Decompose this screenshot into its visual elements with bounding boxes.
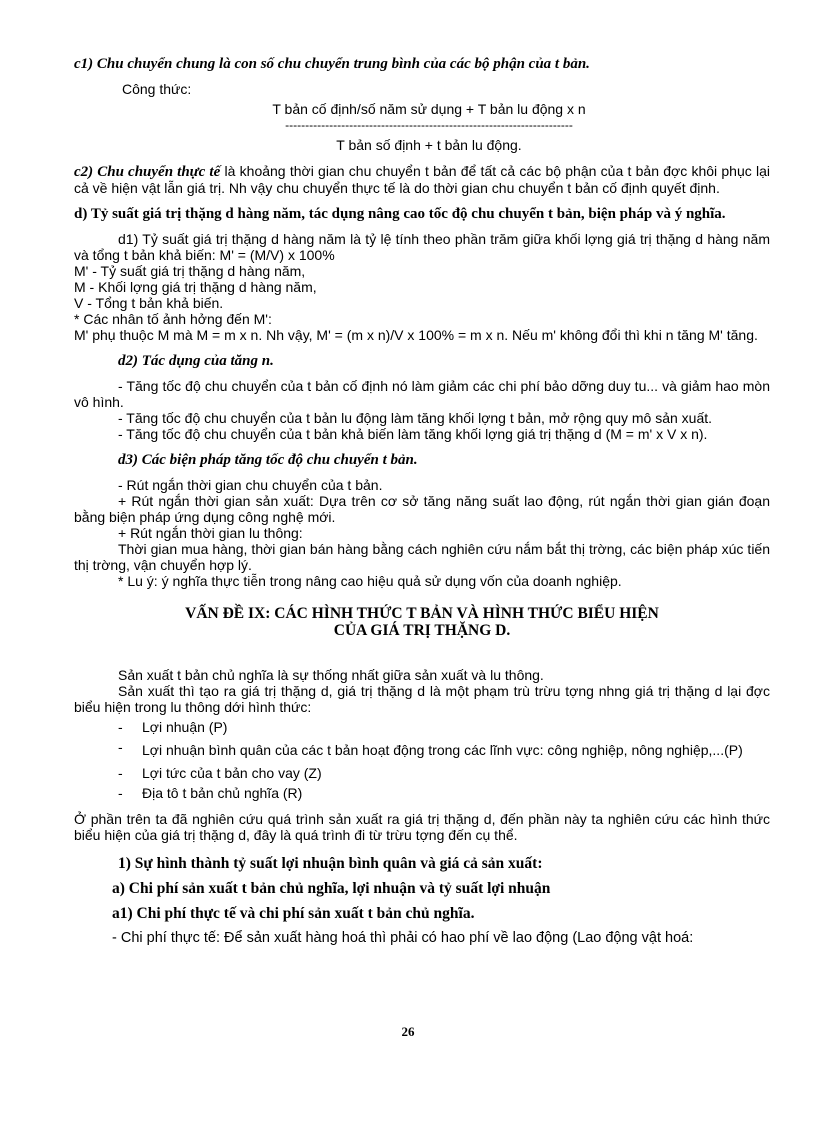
chapter-title-line1: VẤN ĐỀ IX: CÁC HÌNH THỨC T BẢN VÀ HÌNH THỨC BIỂU HIỆN — [185, 605, 659, 622]
section-c2-text: là khoảng thời gian chu chuyển t bản để tất cả các bộ phận của t bản đợc khôi phục lại cả về hiện vật lẫn giá trị. Nh vậy chu chuyển thực tế là do thời gian chu chuyển t bản cố định quyết định. — [74, 163, 770, 196]
section-c2-term: c2) Chu chuyển thực tế — [74, 164, 221, 180]
list-item-text: Địa tô t bản chủ nghĩa (R) — [142, 785, 303, 801]
list-item — [118, 719, 768, 735]
last-line: - Chi phí thực tế: Để sản xuất hàng hoá thì phải có hao phí về lao động (Lao động vật hoá: — [112, 930, 694, 946]
list-dash: - — [118, 739, 123, 755]
d3-item: + Rút ngắn thời gian sản xuất: Dựa trên cơ sở tăng năng suất lao động, rút ngắn thời gian gián đoạn bằng biện pháp ứng dụng công nghệ mới. — [74, 493, 770, 525]
list-item-text: Lợi nhuận bình quân của các t bản hoạt động trong các lĩnh vực: công nghiệp, nông nghiệp,...(P) — [142, 742, 743, 758]
d3-item: - Rút ngắn thời gian chu chuyển của t bản. — [118, 477, 383, 493]
d1-symbol-v: V - Tổng t bản khả biến. — [74, 295, 224, 311]
list-dash: - — [118, 719, 123, 735]
d1-factors-heading: * Các nhân tố ảnh hởng đến M': — [74, 311, 272, 327]
transition-paragraph: Ở phần trên ta đã nghiên cứu quá trình sản xuất ra giá trị thặng d, đến phần này ta nghiên cứu các hình thức biểu hiện của giá trị thặng d, đây là quá trình đi từ trừu tợng đến cụ thể. — [74, 811, 770, 843]
d2-item: - Tăng tốc độ chu chuyển của t bản cố định nó làm giảm các chi phí bảo dỡng duy tu... và giảm hao mòn vô hình. — [74, 378, 770, 410]
intro-line1: Sản xuất t bản chủ nghĩa là sự thống nhất giữa sản xuất và lu thông. — [118, 667, 544, 683]
section-d2-heading: d2) Tác dụng của tăng n. — [118, 353, 274, 369]
chapter-title-line2: CỦA GIÁ TRỊ THẶNG D. — [333, 622, 511, 639]
formula-label: Công thức: — [122, 81, 192, 97]
list-item — [118, 765, 768, 781]
list-item-text: Lợi nhuận (P) — [142, 719, 228, 735]
list-item — [118, 739, 768, 761]
section-d1-block — [74, 231, 770, 343]
section-c1-heading: c1) Chu chuyển chung là con số chu chuyển trung bình của các bộ phận của t bản. — [74, 56, 590, 72]
intro-block — [74, 667, 770, 715]
d2-item: - Tăng tốc độ chu chuyển của t bản lu động làm tăng khối lợng t bản, mở rộng quy mô sản xuất. — [118, 410, 713, 426]
formula-numerator: T bản cố định/số năm sử dụng + T bản lu động x n — [272, 101, 586, 117]
d3-item: Thời gian mua hàng, thời gian bán hàng bằng cách nghiên cứu nắm bắt thị trờng, các biện pháp xúc tiến thị trờng, vận chuyển hợp lý. — [74, 541, 770, 573]
list-dash: - — [118, 765, 123, 781]
list-item — [118, 785, 768, 801]
d1-factors-text: M' phụ thuộc M mà M = m x n. Nh vậy, M' = (m x n)/V x 100% = m x n. Nếu m' không đổi thì khi n tăng M' tăng. — [74, 327, 758, 343]
d3-note: * Lu ý: ý nghĩa thực tiễn trong nâng cao hiệu quả sử dụng vốn của doanh nghiệp. — [118, 573, 622, 589]
d1-symbol-m: M - Khối lợng giá trị thặng d hàng năm, — [74, 279, 317, 295]
form-list — [118, 719, 768, 801]
section-1-heading: 1) Sự hình thành tỷ suất lợi nhuận bình quân và giá cả sản xuất: — [118, 855, 543, 872]
d3-item: + Rút ngắn thời gian lu thông: — [118, 525, 303, 541]
section-d3-heading: d3) Các biện pháp tăng tốc độ chu chuyển t bản. — [118, 452, 418, 468]
section-d3-list — [74, 477, 770, 589]
d2-item: - Tăng tốc độ chu chuyển của t bản khả biến làm tăng khối lợng giá trị thặng d (M = m' x V x n). — [118, 426, 708, 442]
document-page — [74, 56, 770, 946]
section-a1-heading: a1) Chi phí thực tế và chi phí sản xuất t bản chủ nghĩa. — [112, 905, 475, 922]
page-number: 26 — [401, 1024, 415, 1039]
formula-divider: ------------------------------------------------------------------------ — [285, 119, 573, 131]
formula-denominator: T bản số định + t bản lu động. — [336, 137, 522, 153]
list-dash: - — [118, 785, 123, 801]
d1-definition: d1) Tỷ suất giá trị thặng d hàng năm là tỷ lệ tính theo phần trăm giữa khối lợng giá trị thặng d hàng năm và tổng t bản khả biến: M' = (M/V) x 100% — [74, 231, 770, 263]
intro-line2: Sản xuất thì tạo ra giá trị thặng d, giá trị thặng d là một phạm trù trừu tợng nhng giá trị thặng d lại đợc biểu hiện trong lu thông dới hình thức: — [74, 683, 770, 715]
section-c2-paragraph — [74, 163, 770, 196]
section-a-heading: a) Chi phí sản xuất t bản chủ nghĩa, lợi nhuận và tỷ suất lợi nhuận — [112, 880, 551, 897]
section-d2-list — [74, 378, 770, 442]
list-item-text: Lợi tức của t bản cho vay (Z) — [142, 765, 322, 781]
section-d-heading: d) Tỷ suất giá trị thặng d hàng năm, tác dụng nâng cao tốc độ chu chuyển t bản, biện pháp và ý nghĩa. — [74, 206, 726, 222]
d1-symbol-m-prime: M' - Tỷ suất giá trị thặng d hàng năm, — [74, 263, 306, 279]
